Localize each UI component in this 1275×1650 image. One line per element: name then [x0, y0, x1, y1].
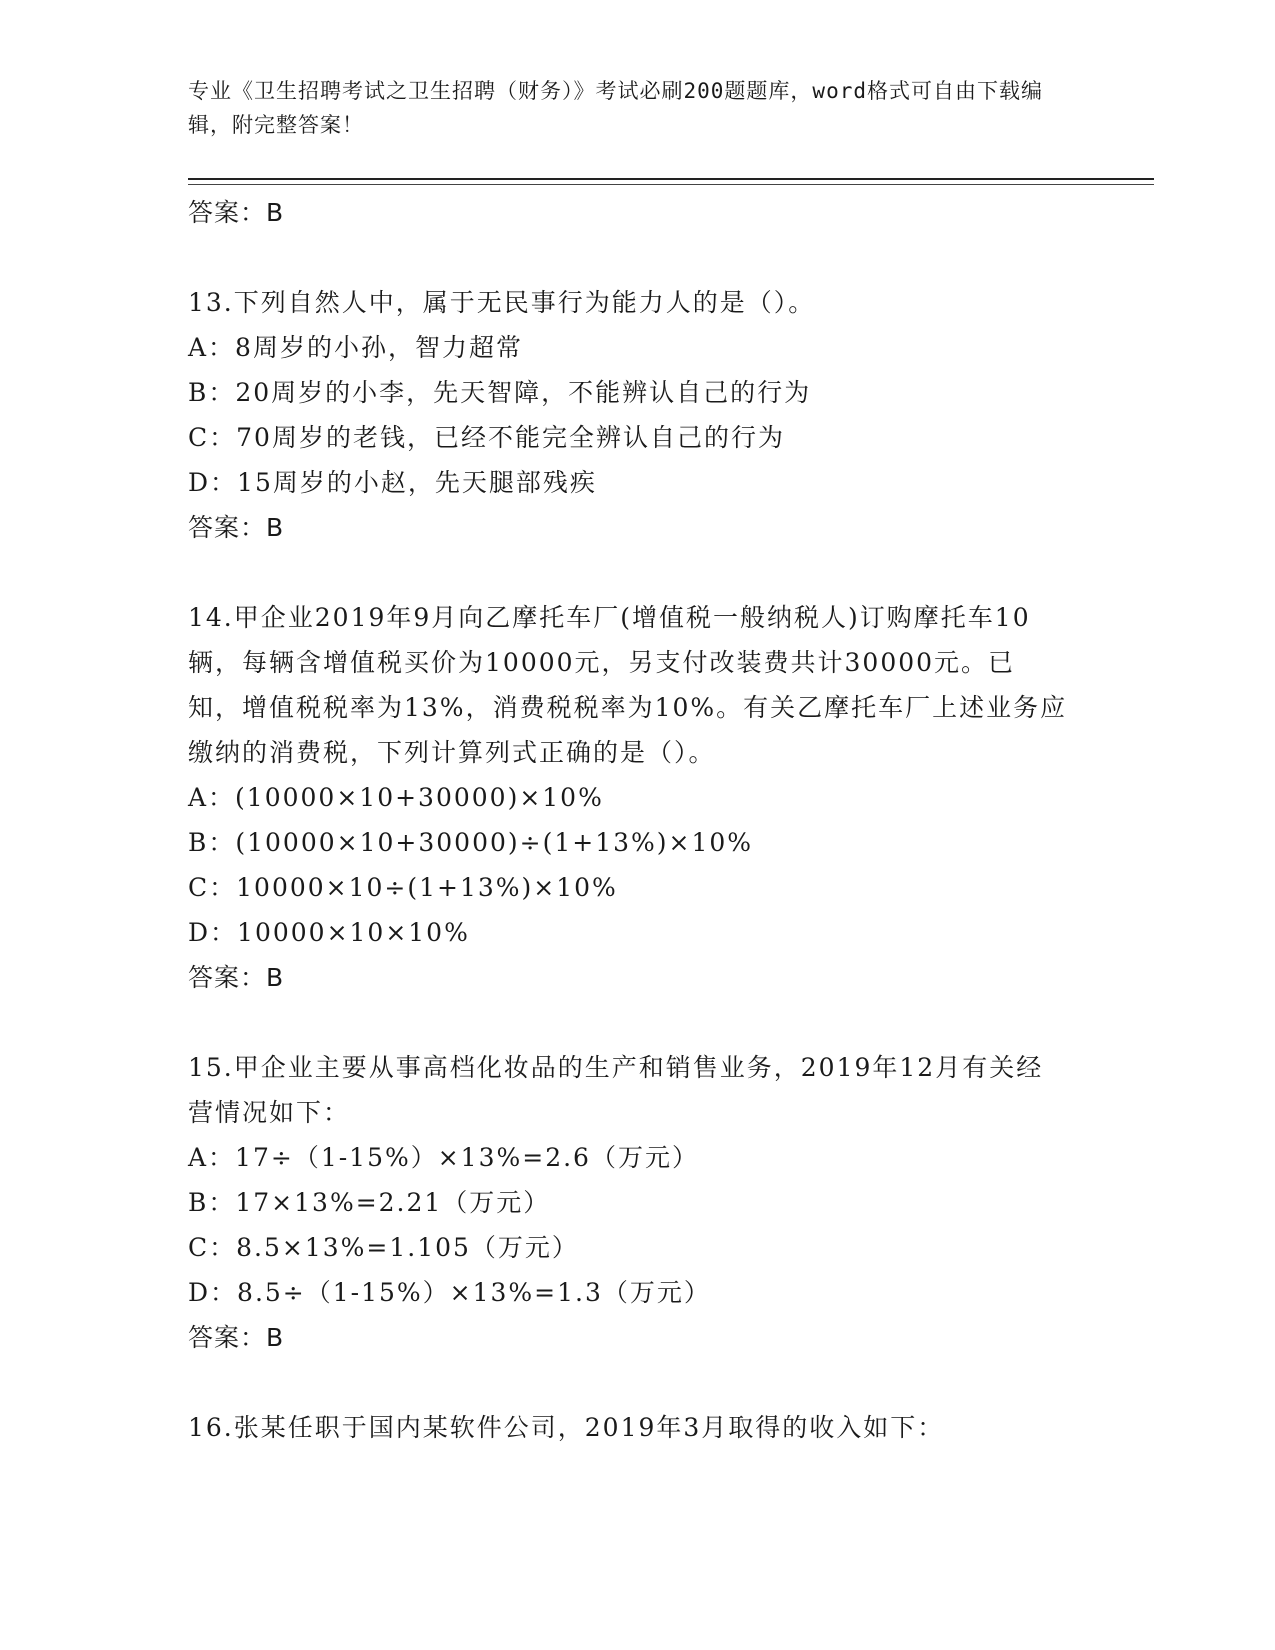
question-stem: 14.甲企业2019年9月向乙摩托车厂(增值税一般纳税人)订购摩托车10辆，每辆含增值税买价为10000元，另支付改装费共计30000元。已知，增值税税率为13%，消费税税率为10%。有关乙摩托车厂上述业务应缴纳的消费税，下列计算列式正确的是（）。	[188, 603, 1068, 767]
question-13	[188, 280, 1088, 550]
option-c: C：10000×10÷(1+13%)×10%	[188, 873, 618, 902]
option-d: D：15周岁的小赵，先天腿部残疾	[188, 468, 597, 497]
header-divider-thin	[188, 184, 1154, 185]
option-c: C：8.5×13%=1.105（万元）	[188, 1233, 579, 1262]
question-content	[188, 190, 1088, 1450]
answer-label: 答案：B	[188, 198, 285, 227]
option-a: A：8周岁的小孙，智力超常	[188, 333, 523, 362]
page-header: 专业《卫生招聘考试之卫生招聘（财务）》考试必刷200题题库，word格式可自由下载编辑，附完整答案！	[188, 79, 1043, 137]
question-stem: 16.张某任职于国内某软件公司，2019年3月取得的收入如下：	[188, 1413, 945, 1442]
option-b: B：(10000×10+30000)÷(1+13%)×10%	[188, 828, 754, 857]
header-divider-thick	[188, 178, 1154, 180]
option-a: A：17÷（1-15%）×13%=2.6（万元）	[188, 1143, 699, 1172]
option-b: B：20周岁的小李，先天智障，不能辨认自己的行为	[188, 378, 812, 407]
option-d: D：8.5÷（1-15%）×13%=1.3（万元）	[188, 1278, 711, 1307]
option-a: A：(10000×10+30000)×10%	[188, 783, 604, 812]
question-stem: 13.下列自然人中，属于无民事行为能力人的是（）。	[188, 288, 816, 317]
answer-label: 答案：B	[188, 513, 285, 542]
answer-label: 答案：B	[188, 1323, 285, 1352]
answer-label: 答案：B	[188, 963, 285, 992]
option-d: D：10000×10×10%	[188, 918, 470, 947]
question-15	[188, 1045, 1088, 1360]
option-c: C：70周岁的老钱，已经不能完全辨认自己的行为	[188, 423, 785, 452]
option-b: B：17×13%=2.21（万元）	[188, 1188, 551, 1217]
question-14	[188, 595, 1088, 1000]
question-stem: 15.甲企业主要从事高档化妆品的生产和销售业务，2019年12月有关经营情况如下：	[188, 1053, 1044, 1127]
question-16	[188, 1405, 1088, 1450]
